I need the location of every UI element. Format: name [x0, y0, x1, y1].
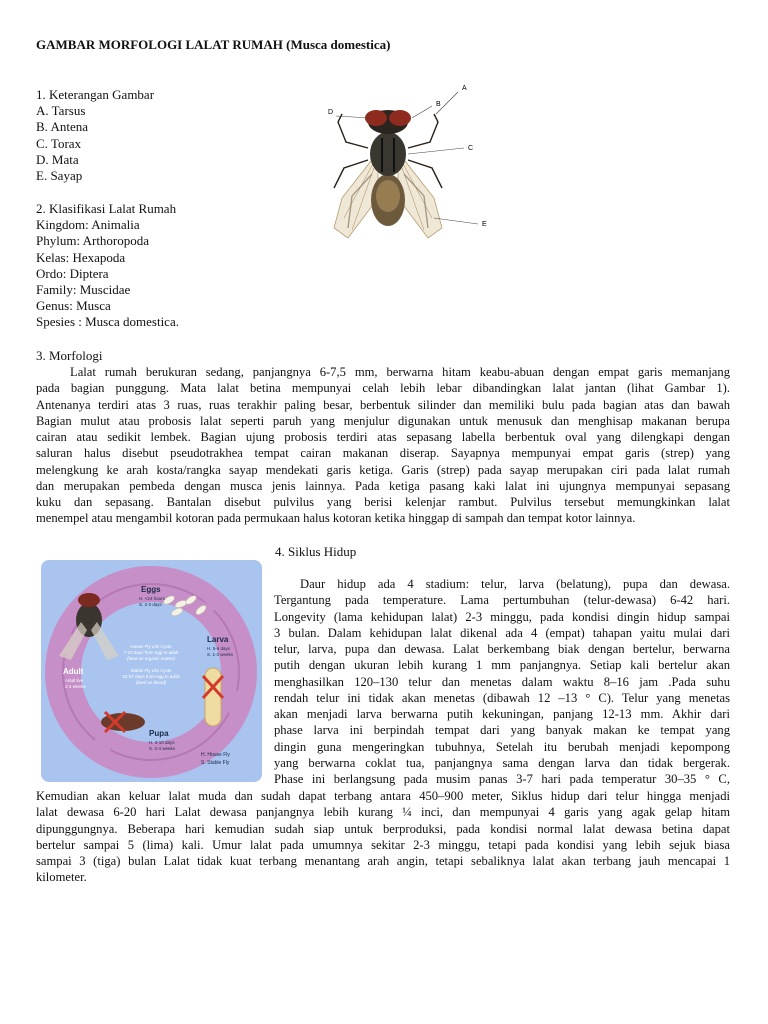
fly-label-a: A: [462, 85, 467, 92]
stable-fly-cycle-duration: 22-57 days from egg to adult: [122, 674, 180, 679]
text-line: menghasilkan 120–130 telur dan menetas dalam waktu 8–16 jam .Pada suhu: [274, 674, 730, 689]
text-line: melengkung ke arah kosta/rangka sayap mendekati garis ketiga. Garis (strep) pada sayap merupakan ciri pada lalat rumah: [36, 462, 730, 477]
eggs-label: Eggs: [141, 585, 161, 594]
section-heading: 2. Klasifikasi Lalat Rumah: [36, 201, 177, 216]
eggs-house-fly: H. <24 hours: [139, 596, 165, 601]
text-line: putih dengan ukuran lebih kurang 1 mm panjangnya. Setiap kali bertelur akan: [274, 658, 730, 673]
text-line: Tergantung pada temperature. Lama pertumbuhan (telur-dewasa) 6-42 hari.: [274, 593, 730, 608]
adult-label: Adult: [63, 667, 84, 676]
stable-fly-cycle-title: Stable Fly Life Cycle: [130, 668, 172, 673]
text-line: telur, larva, pupa dan dewasa. Lalat berkembang biak dengan bertelur, berwarna: [274, 642, 730, 656]
text-line: Phase ini berlangsung pada musim panas 3-7 hari pada temperatur 30–35 ° C,: [274, 772, 730, 786]
text-line: Longevity (lama kehidupan lalat) 2-3 minggu, pada kondisi dingin hidup sampai: [274, 609, 730, 624]
text-line: dipunggungnya. Beberapa hari kemudian sudah siap untuk berproduksi, pada kondisi normal lalat dewasa betina dapat: [36, 821, 730, 836]
text-line: akan menjadi larva berwarna putih kekuningan, panjang 12-13 mm. Akhir dari: [274, 707, 730, 721]
life-cycle-diagram: [41, 560, 262, 782]
morfologi-paragraph: [36, 364, 730, 527]
pupa-label: Pupa: [149, 729, 169, 738]
text-line: phase larva ini berpindah tempat dari yang banyak makan ke tempat yang: [274, 723, 730, 738]
text-line: yang berwarna coklat tua, panjangnya sama dengan larva dan tidak bergerak.: [274, 755, 730, 770]
list-item: Phylum: Arthoropoda: [36, 233, 150, 249]
list-item: Ordo: Diptera: [36, 265, 109, 281]
text-line: lalat dewasa 6-20 hari Lalat dewasa panjangnya lebih kurang ¼ inci, dan mempunyai 4 garis yang agak gelap hitam: [36, 805, 730, 820]
section-heading-siklus-hidup: 4. Siklus Hidup: [275, 544, 357, 559]
house-fly-cycle-food: (feed on organic matter): [126, 656, 176, 661]
text-line: Lalat rumah berukuran sedang, panjangnya 6-7,5 mm, berwarna hitam keabu-abuan dengan empat garis memanjang: [70, 365, 730, 379]
text-line: dingin guna mengeringkan tubuhnya, Setelah itu berubah menjadi kepompong: [274, 739, 730, 754]
pupa-stable-fly: S. 2-4 weeks: [149, 746, 176, 751]
text-line: Daur hidup ada 4 stadium: telur, larva (belatung), pupa dan dewasa.: [300, 577, 730, 591]
list-item: Kelas: Hexapoda: [36, 249, 126, 265]
list-item: D. Mata: [36, 151, 79, 167]
list-item: Genus: Musca: [36, 298, 111, 314]
text-line: dan merupakan pembeda dengan musca jenis lainnya. Pada ketiga pasang kaki lalat ini ujungnya mempunyai sepasang: [36, 478, 730, 493]
pupa-house-fly: H. 3-10 days: [149, 740, 175, 745]
page-title: GAMBAR MORFOLOGI LALAT RUMAH (Musca domestica): [36, 37, 391, 52]
list-item: B. Antena: [36, 119, 88, 135]
list-item: Spesies : Musca domestica.: [36, 314, 179, 330]
housefly-morphology-figure: [308, 78, 498, 250]
fly-label-b: B: [436, 101, 441, 108]
list-item: E. Sayap: [36, 168, 83, 184]
section-heading: 1. Keterangan Gambar: [36, 87, 155, 102]
stable-fly-cycle-food: (feed on blood): [135, 680, 167, 685]
section-keterangan-gambar: [36, 87, 154, 184]
text-line: Antenanya terdiri atas 3 ruas, ruas terakhir paling besar, berbentuk silinder dan memiliki bulu pada bagian atas dan bawah: [36, 397, 730, 412]
text-line: kilometer.: [36, 870, 87, 885]
siklus-hidup-side-paragraph: [274, 576, 730, 787]
text-line: sampai 3 (tiga) bulan Lalat tidak kuat terbang menantang arah angin, tetapi sebaliknya lalat akan terbang jauh mencapai 1: [36, 854, 730, 868]
section-klasifikasi: [36, 201, 179, 331]
fly-label-d: D: [328, 109, 334, 116]
list-item: A. Tarsus: [36, 103, 86, 119]
text-line: cairan atau sedikit lembek. Bagian ujung probosis terdiri atas sepasang labella berbentuk oval yang dilengkapi dengan: [36, 430, 730, 444]
life-cycle-figure: [41, 560, 262, 782]
housefly-illustration: [308, 78, 498, 250]
fly-label-e: E: [482, 221, 487, 228]
adult-line1: Adult live: [65, 678, 84, 683]
legend-stable-fly: S. Stable Fly: [201, 760, 230, 766]
fly-label-c: C: [468, 145, 474, 152]
eggs-stable-fly: S. 2-3 days: [139, 602, 162, 607]
adult-line2: 2-4 weeks: [65, 684, 86, 689]
text-line: pada bagian punggung. Mata lalat betina mempunyai celah lebih lebar dibandingkan lalat jantan (lihat Gambar 1).: [36, 381, 730, 396]
list-item: C. Torax: [36, 135, 82, 151]
legend-house-fly: H. House Fly: [201, 752, 230, 758]
list-item: Family: Muscidae: [36, 282, 131, 298]
text-line: Kemudian akan keluar lalat muda dan sudah dapat terbang antara 450–900 meter, Siklus hidup dari telur hingga menjadi: [36, 789, 730, 803]
text-line: rendah telur ini tidak akan menetas (dibawah 12 –13 ° C). Telur yang menetas: [274, 690, 730, 705]
text-line: saluran halus disebut pseudotrakhea tempat cairan makanan diserap. Sayapnya mempunyai empat garis (strep) yang: [36, 446, 730, 461]
larva-house-fly: H. 5-6 days: [207, 646, 231, 651]
house-fly-cycle-title: House Fly Life Cycle: [130, 644, 172, 649]
list-item: Kingdom: Animalia: [36, 217, 140, 233]
text-line: Bagian mulut atau probosis lalat seperti paruh yang menjulur digunakan untuk menusuk dan menghisap makanan berupa: [36, 413, 730, 428]
siklus-hidup-full-paragraph: [36, 788, 730, 886]
text-line: menempel atau mengambil kotoran pada permukaan halus kotoran ketika hinggap di sampah dan tempat kotor lainnya.: [36, 511, 636, 526]
text-line: bertelur sampai 5 (lima) kali. Umur lalat pada umumnya sekitar 2-3 minggu, tetapi pada kondisi yang lebih sejuk biasa: [36, 837, 730, 852]
text-line: 3 bulan. Dalam kehidupan lalat dikenal ada 4 (empat) tahapan yaitu mulai dari: [274, 625, 730, 640]
larva-stable-fly: S. 1-3 weeks: [207, 652, 234, 657]
house-fly-cycle-duration: 7-10 days from egg to adult: [123, 650, 179, 655]
larva-label: Larva: [207, 635, 229, 644]
section-heading-morfologi: 3. Morfologi: [36, 348, 103, 363]
text-line: kuku dan sepasang. Bantalan disebut pulvilus yang berisi kelenjar rambut. Pulvilus tersebut memungkinkan lalat: [36, 495, 730, 509]
